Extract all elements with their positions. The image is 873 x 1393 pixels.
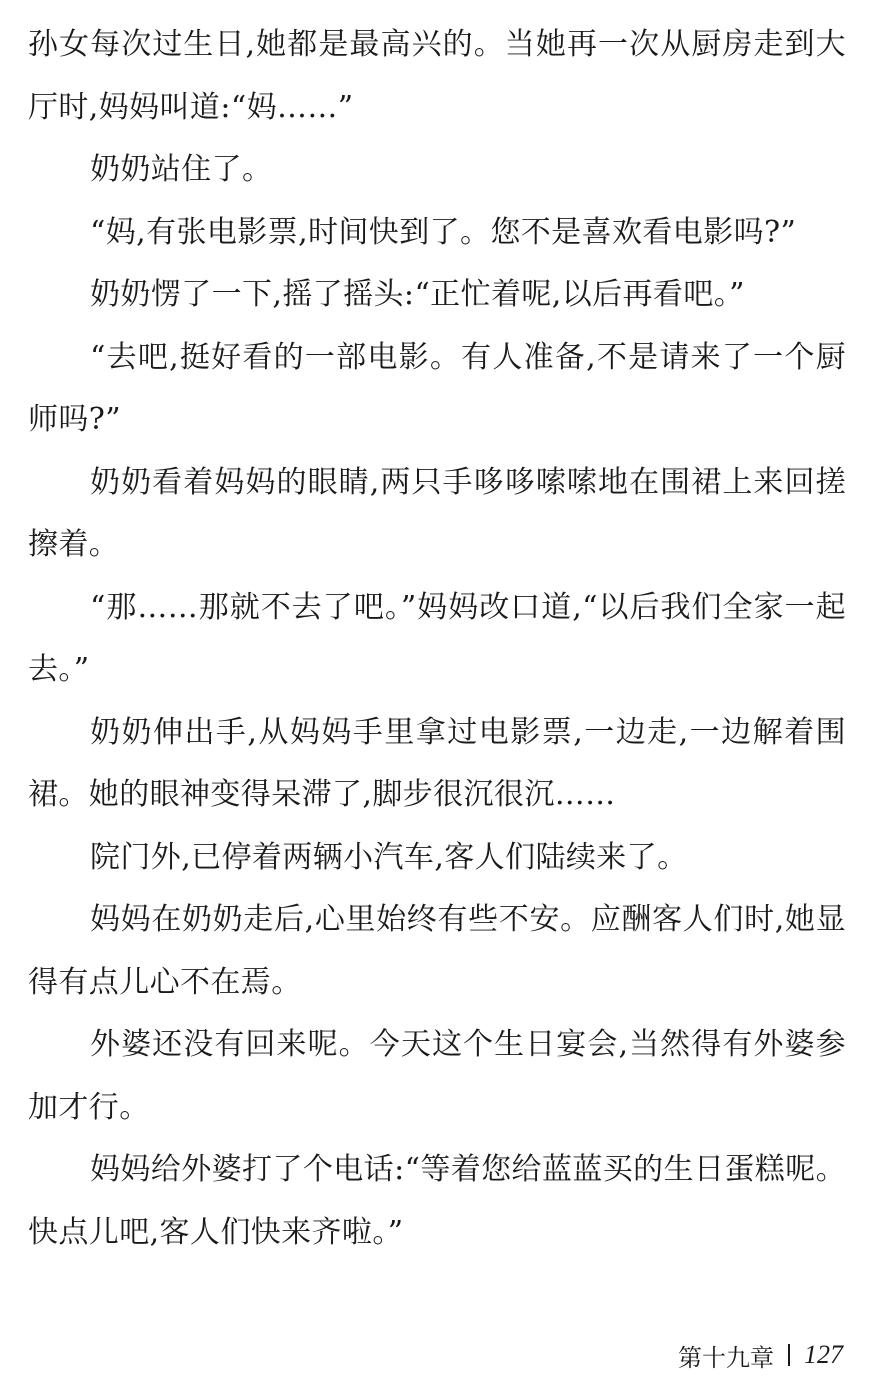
text-body [28, 14, 846, 1264]
paragraph-3: “妈,有张电影票,时间快到了。您不是喜欢看电影吗?” [90, 214, 797, 250]
paragraph-5: “去吧,挺好看的一部电影。有人准备,不是请来了一个厨师吗?” [28, 339, 846, 437]
chapter-label: 第十九章 [678, 1343, 774, 1372]
footer-divider [788, 1344, 790, 1366]
page-footer [678, 1335, 843, 1375]
paragraph-11: 外婆还没有回来呢。今天这个生日宴会,当然得有外婆参加才行。 [28, 1027, 846, 1125]
paragraph-1: 孙女每次过生日,她都是最高兴的。当她再一次从厨房走到大厅时,妈妈叫道:“妈……” [28, 27, 846, 125]
paragraph-8: 奶奶伸出手,从妈妈手里拿过电影票,一边走,一边解着围裙。她的眼神变得呆滞了,脚步很沉很沉…… [28, 714, 846, 812]
paragraph-12: 妈妈给外婆打了个电话:“等着您给蓝蓝买的生日蛋糕呢。快点儿吧,客人们快来齐啦。” [28, 1152, 846, 1250]
page-number: 127 [804, 1340, 843, 1369]
paragraph-6: 奶奶看着妈妈的眼睛,两只手哆哆嗦嗦地在围裙上来回搓擦着。 [28, 464, 846, 562]
paragraph-7: “那……那就不去了吧。”妈妈改口道,“以后我们全家一起去。” [28, 589, 846, 687]
paragraph-10: 妈妈在奶奶走后,心里始终有些不安。应酬客人们时,她显得有点儿心不在焉。 [28, 902, 846, 1000]
paragraph-4: 奶奶愣了一下,摇了摇头:“正忙着呢,以后再看吧。” [90, 277, 745, 312]
paragraph-9: 院门外,已停着两辆小汽车,客人们陆续来了。 [90, 839, 688, 875]
paragraph-2: 奶奶站住了。 [90, 152, 273, 187]
